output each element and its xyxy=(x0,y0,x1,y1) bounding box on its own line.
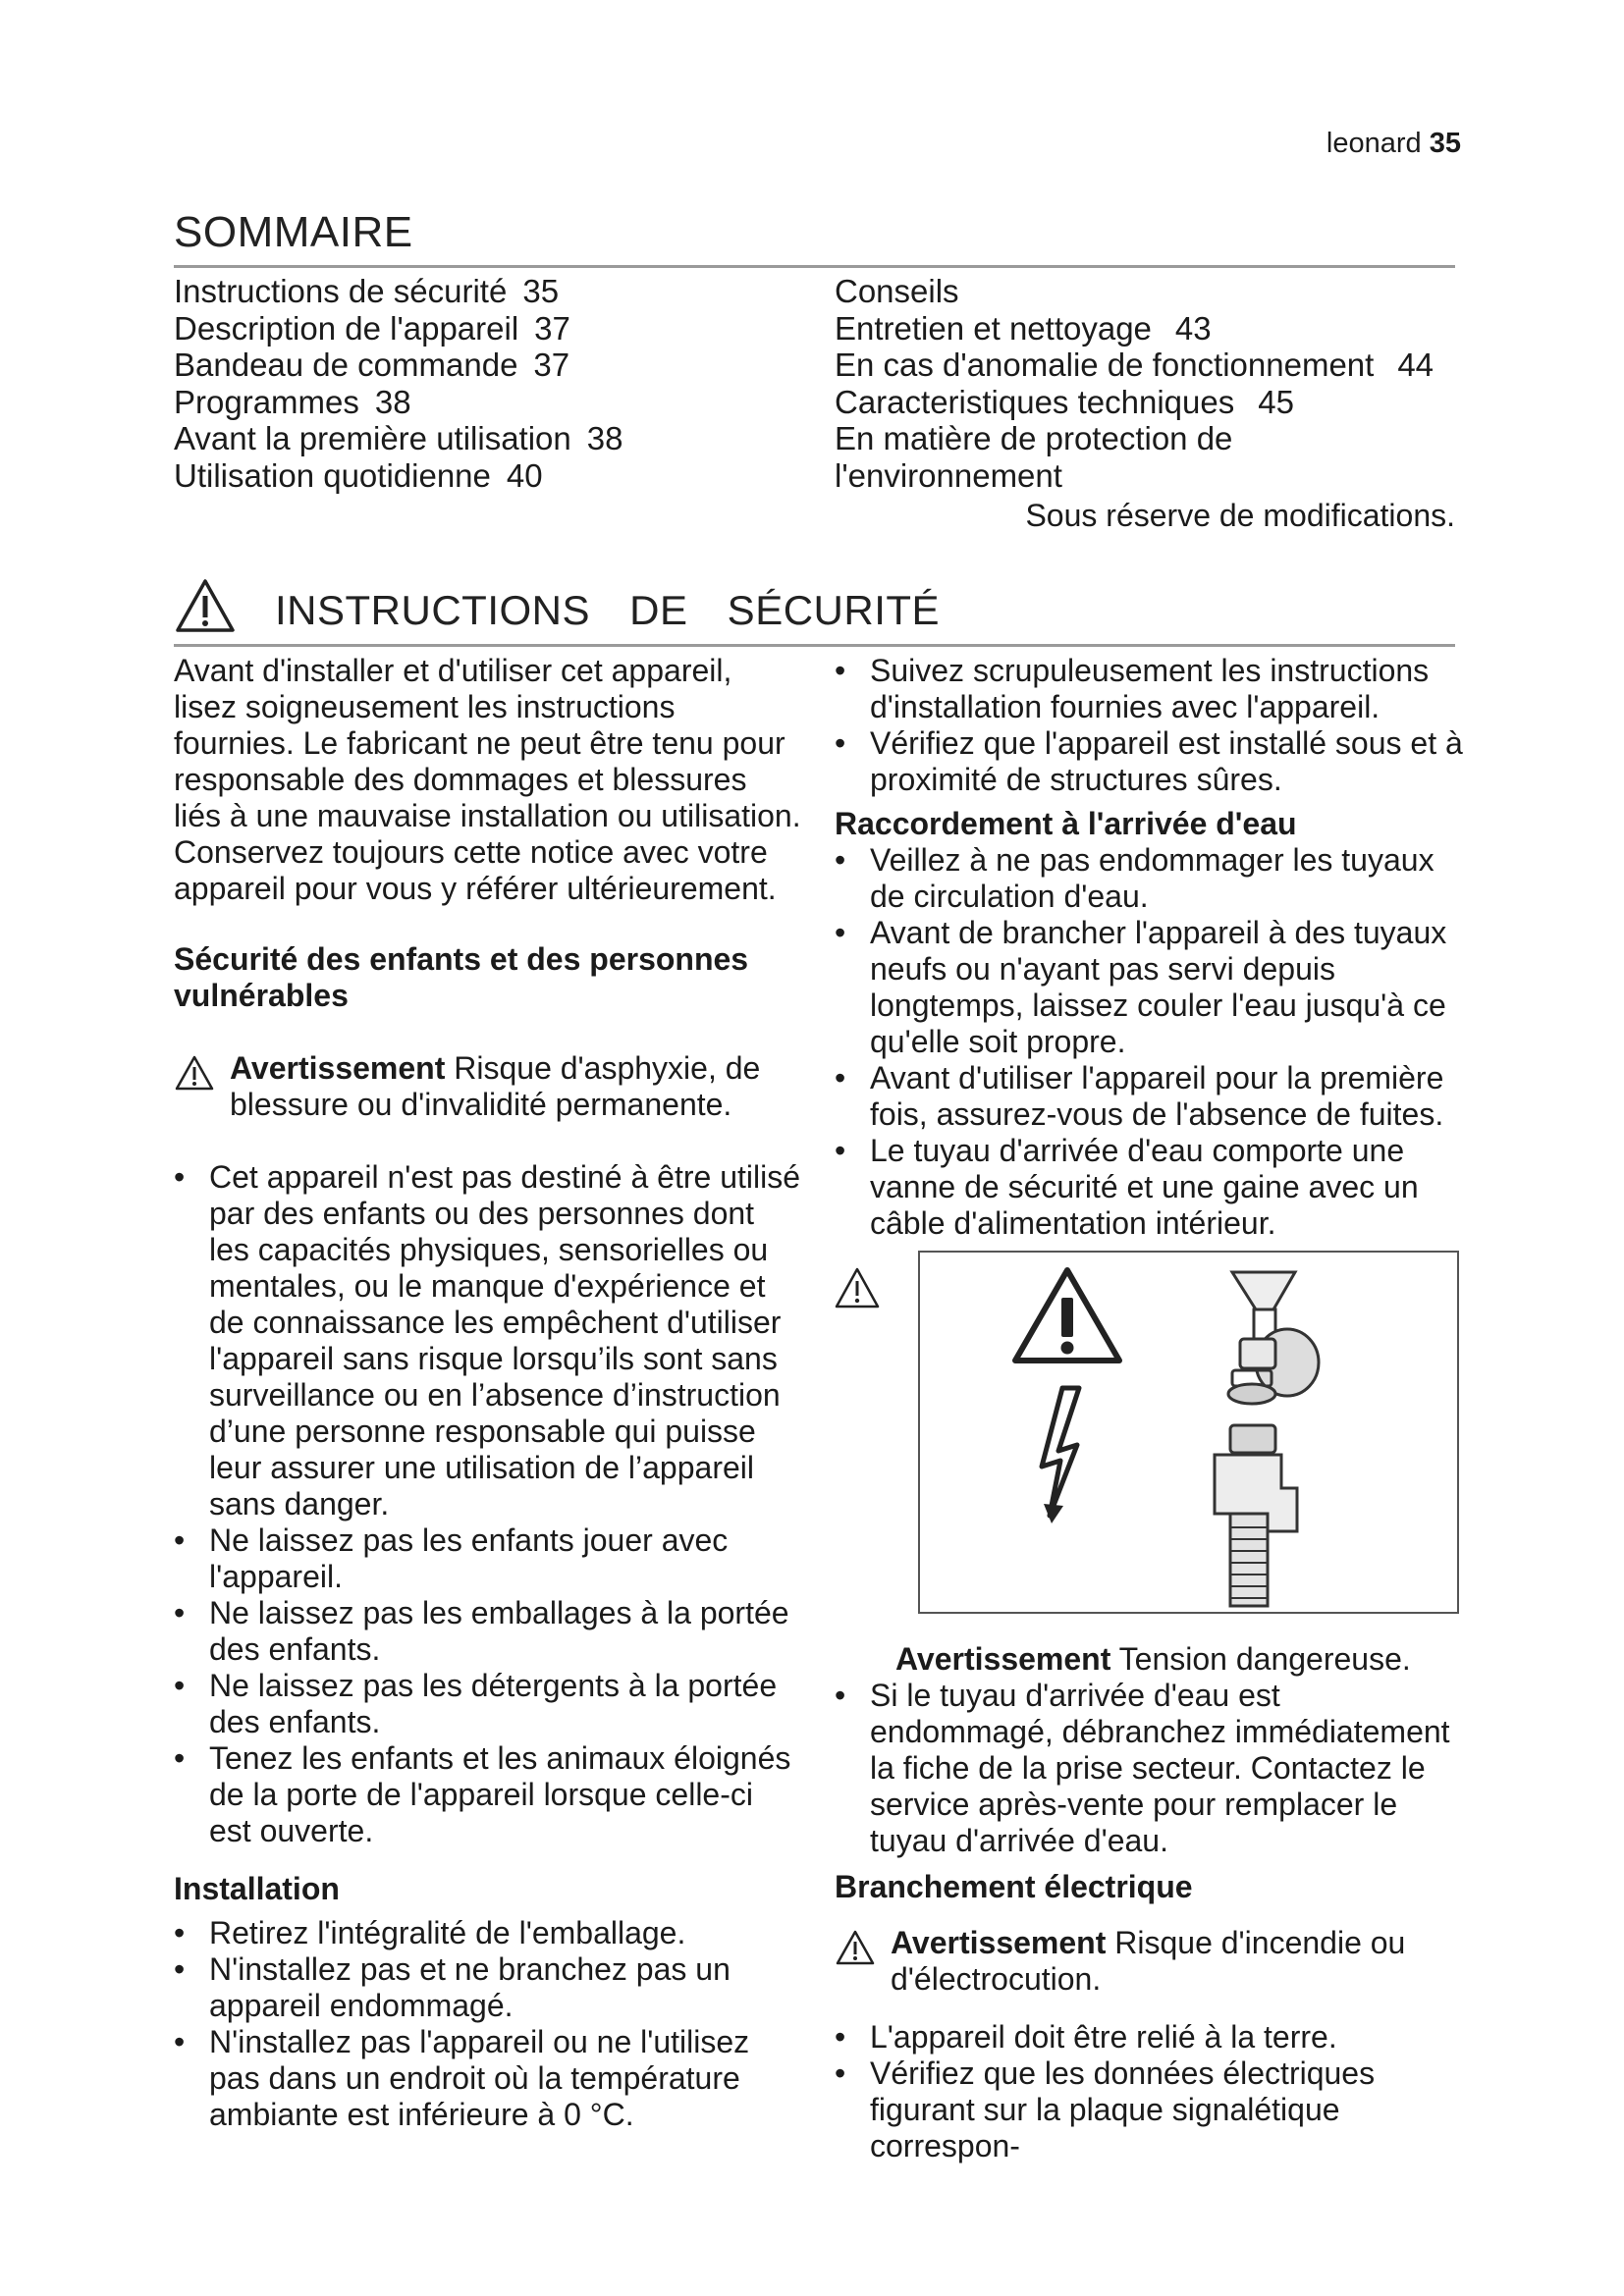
list-item: • Ne laissez pas les emballages à la portée des enfants. xyxy=(174,1595,802,1668)
toc-entry[interactable]: Conseils xyxy=(835,273,959,309)
intro-paragraph: Avant d'installer et d'utiliser cet appareil, lisez soigneusement les instructions fournies. Le fabricant ne peut être tenu pour responsable des dommages et blessures liés à une mauvaise installation ou utilisation. Conservez toujours cette notice avec votre appareil pour vous y référer ultérieurement. xyxy=(174,653,801,906)
safety-title: INSTRUCTIONS DE SÉCURITÉ xyxy=(275,587,941,633)
toc-entry[interactable]: Programmes 38 xyxy=(174,383,411,420)
warning-text: Tension dangereuse. xyxy=(1118,1641,1411,1677)
children-heading: Sécurité des enfants et des personnes vulnérables xyxy=(174,941,749,1013)
list-item: • Si le tuyau d'arrivée d'eau est endommagé, débranchez immédiatement la fiche de la prise secteur. Contactez le service après-vente pour remplacer le tuyau d'arrivée d'eau. xyxy=(835,1678,1463,1859)
page-header xyxy=(1326,128,1461,160)
modification-notice: Sous réserve de modifications. xyxy=(1025,498,1455,533)
warning-triangle-icon xyxy=(1015,1270,1119,1361)
electric-warning xyxy=(835,1925,1463,1998)
warning-triangle-icon xyxy=(834,1266,881,1309)
toc-entry[interactable]: Avant la première utilisation 38 xyxy=(174,420,623,456)
list-item: • L'appareil doit être relié à la terre. xyxy=(835,2019,1463,2056)
toc-entry[interactable]: En matière de protection de xyxy=(835,420,1233,456)
list-item: • Suivez scrupuleusement les instructions d'installation fournies avec l'appareil. xyxy=(835,653,1463,725)
list-item: • Ne laissez pas les enfants jouer avec l'appareil. xyxy=(174,1522,802,1595)
toc-entry[interactable]: Caracteristiques techniques 45 xyxy=(835,383,1294,420)
toc-entry[interactable]: Bandeau de commande 37 xyxy=(174,347,570,383)
toc-right-column xyxy=(835,273,1434,494)
list-item: • Vérifiez que les données électriques figurant sur la plaque signalétique correspon- xyxy=(835,2056,1463,2164)
toc-entry[interactable]: l'environnement xyxy=(835,456,1062,494)
brand-name: leonard xyxy=(1326,128,1422,159)
list-item: • Avant de brancher l'appareil à des tuyaux neufs ou n'ayant pas servi depuis longtemps, laissez couler l'eau jusqu'à ce qu'elle soit propre. xyxy=(835,915,1463,1060)
tap-icon xyxy=(1228,1272,1319,1404)
list-item: • Cet appareil n'est pas destiné à être utilisé par des enfants ou des personnes dont les capacités physiques, sensorielles ou mentales, ou le manque d'expérience et de connaissance les empêchent d'utiliser l'appareil sans risque lorsqu’ils sont sans surveillance ou en l’absence d’instruction d’une personne responsable qui puisse leur assurer une utilisation de l’appareil sans danger. xyxy=(174,1159,802,1522)
list-item: • N'installez pas l'appareil ou ne l'utilisez pas dans un endroit où la température ambiante est inférieure à 0 °C. xyxy=(174,2024,802,2133)
toc-entry[interactable]: En cas d'anomalie de fonctionnement 44 xyxy=(835,347,1435,383)
safety-right-column xyxy=(835,653,1463,1242)
voltage-warning xyxy=(835,1641,1463,1678)
list-item: • Le tuyau d'arrivée d'eau comporte une vanne de sécurité et une gaine avec un câble d'alimentation intérieur. xyxy=(835,1133,1463,1242)
page-number: 35 xyxy=(1429,128,1461,159)
list-item: • Vérifiez que l'appareil est installé sous et à proximité de structures sûres. xyxy=(835,725,1463,798)
toc-entry[interactable]: Entretien et nettoyage 43 xyxy=(835,309,1212,347)
hose-drawing xyxy=(920,1253,1457,1612)
toc-rule xyxy=(174,265,1455,268)
safety-rule xyxy=(174,644,1455,647)
list-item: • Avant d'utiliser l'appareil pour la première fois, assurez-vous de l'absence de fuites. xyxy=(835,1060,1463,1133)
warning-triangle-icon xyxy=(835,1929,876,1966)
safety-right-column-lower xyxy=(835,1641,1463,2164)
warning-label: Avertissement xyxy=(230,1050,446,1086)
hose-connector xyxy=(1215,1425,1297,1606)
warning-triangle-icon xyxy=(174,1054,215,1092)
toc-left-column xyxy=(174,273,623,494)
toc-title: SOMMAIRE xyxy=(174,208,413,256)
list-item: • Ne laissez pas les détergents à la portée des enfants. xyxy=(174,1668,802,1740)
warning-text: Risque d'asphyxie, de blessure ou d'invalidité permanente. xyxy=(230,1050,761,1122)
water-heading: Raccordement à l'arrivée d'eau xyxy=(835,806,1297,841)
hose-illustration xyxy=(918,1251,1459,1614)
safety-left-column xyxy=(174,653,802,2133)
toc-entry[interactable]: Description de l'appareil 37 xyxy=(174,309,570,347)
children-warning xyxy=(174,1050,802,1123)
list-item: • N'installez pas et ne branchez pas un appareil endommagé. xyxy=(174,1951,802,2024)
warning-text: Risque d'incendie ou d'électrocution. xyxy=(891,1925,1406,1997)
warning-triangle-icon xyxy=(174,577,237,634)
list-item: • Retirez l'intégralité de l'emballage. xyxy=(174,1915,802,1951)
list-item: • Veillez à ne pas endommager les tuyaux de circulation d'eau. xyxy=(835,842,1463,915)
lightning-bolt-icon xyxy=(1042,1388,1079,1516)
installation-heading: Installation xyxy=(174,1871,340,1906)
list-item: • Tenez les enfants et les animaux éloignés de la porte de l'appareil lorsque celle-ci est ouverte. xyxy=(174,1740,802,1849)
warning-label: Avertissement xyxy=(895,1641,1111,1677)
toc-entry[interactable]: Utilisation quotidienne 40 xyxy=(174,456,543,494)
toc-entry[interactable]: Instructions de sécurité 35 xyxy=(174,273,560,309)
warning-label: Avertissement xyxy=(891,1925,1107,1960)
electric-heading: Branchement électrique xyxy=(835,1869,1193,1904)
